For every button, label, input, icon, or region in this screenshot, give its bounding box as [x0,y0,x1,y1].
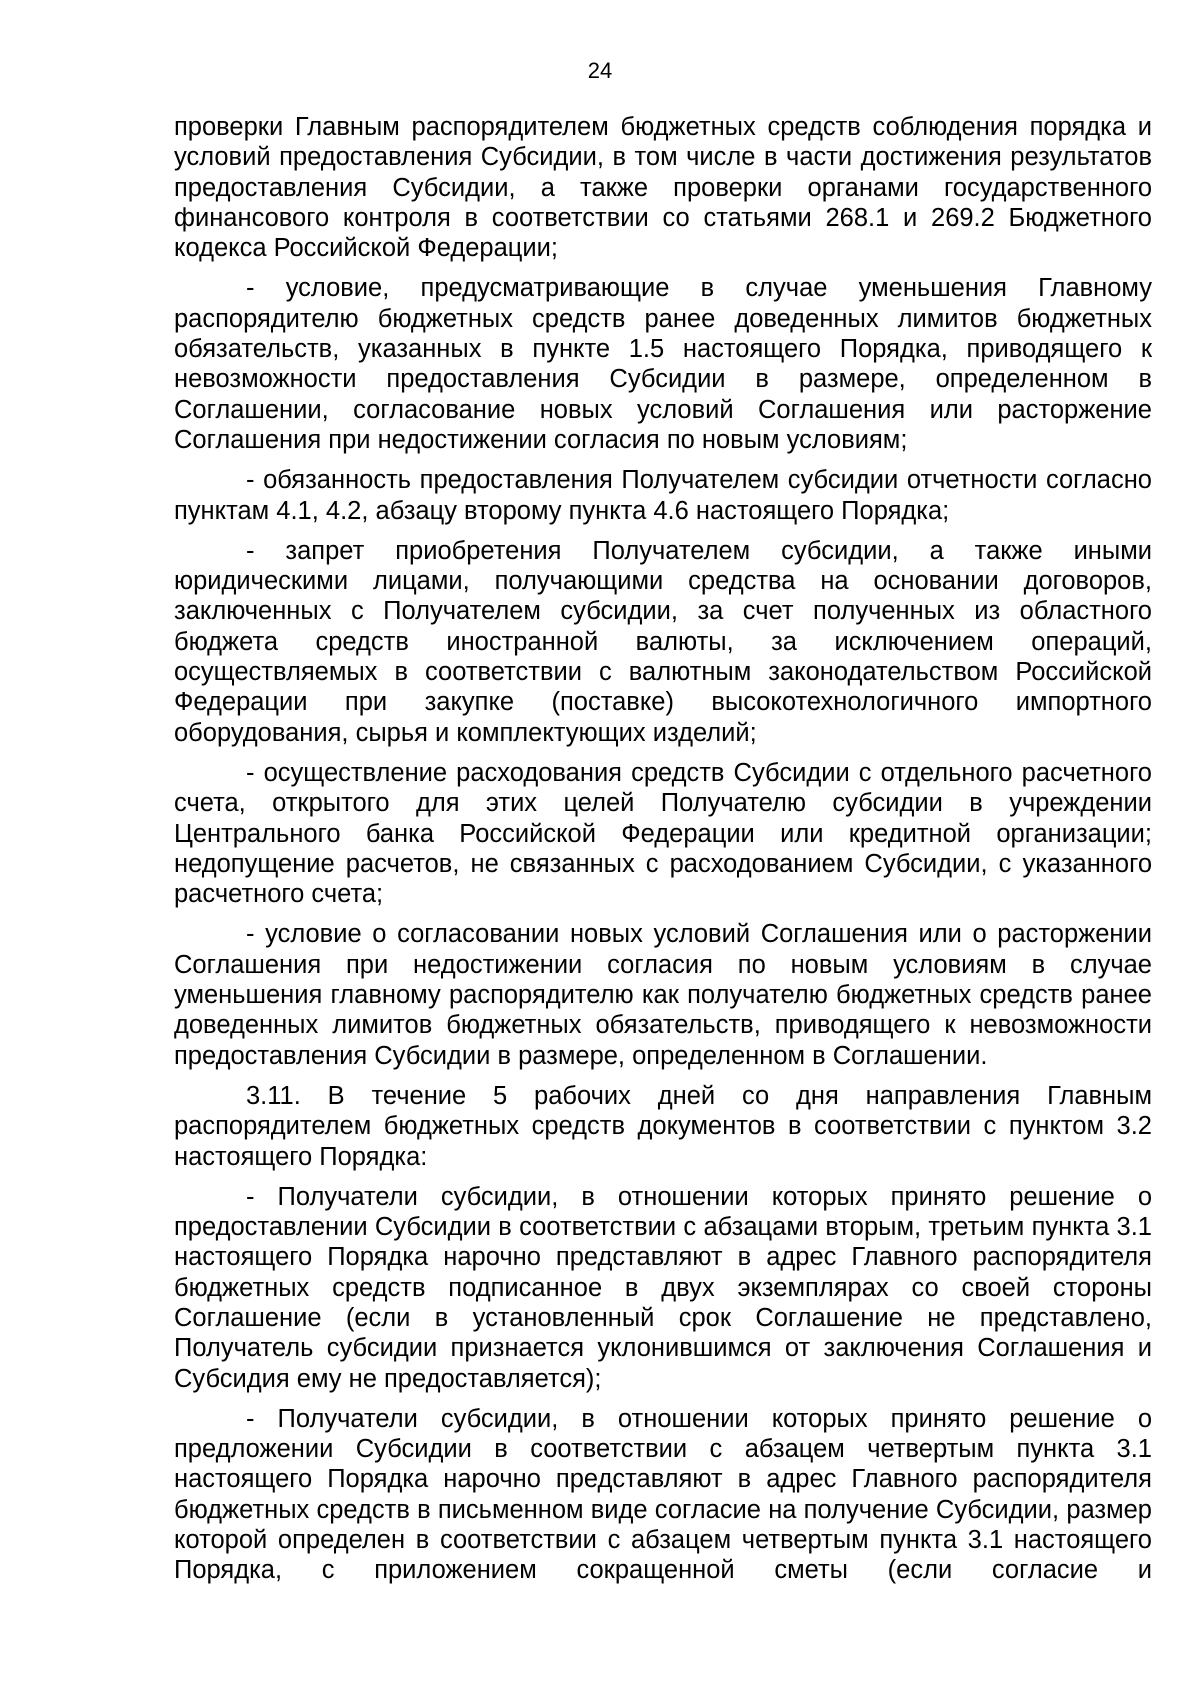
paragraph-continuation: проверки Главным распорядителем бюджетных средств соблюдения порядка и условий предоставления Субсидии, в том числе в части достижения результатов предоставления Субсидии, а также проверки органами государственного финансового контроля в соответствии со статьями 268.1 и 269.2 Бюджетного кодекса Российской Федерации; [174,113,1152,263]
document-body [174,112,1152,1586]
paragraph-new-conditions: - условие о согласовании новых условий Соглашения или о расторжении Соглашения при недостижении согласия по новым условиям в случае уменьшения главному распорядителю как получателю бюджетных средств ранее доведенных лимитов бюджетных обязательств, приводящего к невозможности предоставления Субсидии в размере, определенном в Соглашении. [174,920,1152,1070]
paragraph-reporting-obligation: - обязанность предоставления Получателем субсидии отчетности согласно пунктам 4.1, 4.2, абзацу второму пункта 4.6 настоящего Порядка; [174,466,1152,525]
page-number: 24 [587,58,613,83]
paragraph-recipients-consent: - Получатели субсидии, в отношении которых принято решение о предложении Субсидии в соответствии с абзацем четвертым пункта 3.1 настоящего Порядка нарочно представляют в адрес Главного распорядителя бюджетных средств в письменном виде согласие на получение Субсидии, размер которой определен в соответствии с абзацем четвертым пункта 3.1 настоящего Порядка, с приложением сокращенной сметы (если согласие и [174,1404,1152,1585]
paragraph-section-3-11: 3.11. В течение 5 рабочих дней со дня направления Главным распорядителем бюджетных средств документов в соответствии с пунктом 3.2 настоящего Порядка: [174,1081,1152,1171]
paragraph-agreement-condition: - условие, предусматривающие в случае уменьшения Главному распорядителю бюджетных средств ранее доведенных лимитов бюджетных обязательств, указанных в пункте 1.5 настоящего Порядка, приводящего к невозможности предоставления Субсидии в размере, определенном в Соглашении, согласование новых условий Соглашения или расторжение Соглашения при недостижении согласия по новым условиям; [174,274,1152,454]
paragraph-recipients-agreement: - Получатели субсидии, в отношении которых принято решение о предоставлении Субсидии в соответствии с абзацами вторым, третьим пункта 3.1 настоящего Порядка нарочно представляют в адрес Главного распорядителя бюджетных средств подписанное в двух экземплярах со своей стороны Соглашение (если в установленный срок Соглашение не представлено, Получатель субсидии признается уклонившимся от заключения Соглашения и Субсидия ему не предоставляется); [174,1182,1152,1393]
paragraph-separate-account: - осуществление расходования средств Субсидии с отдельного расчетного счета, открытого для этих целей Получателю субсидии в учреждении Центрального банка Российской Федерации или кредитной организации; недопущение расчетов, не связанных с расходованием Субсидии, с указанного расчетного счета; [174,758,1152,909]
paragraph-currency-prohibition: - запрет приобретения Получателем субсидии, а также иными юридическими лицами, получающими средства на основании договоров, заключенных с Получателем субсидии, за счет полученных из областного бюджета средств иностранной валюты, за исключением операций, осуществляемых в соответствии с валютным законодательством Российской Федерации при закупке (поставке) высокотехнологичного импортного оборудования, сырья и комплектующих изделий; [174,536,1152,747]
